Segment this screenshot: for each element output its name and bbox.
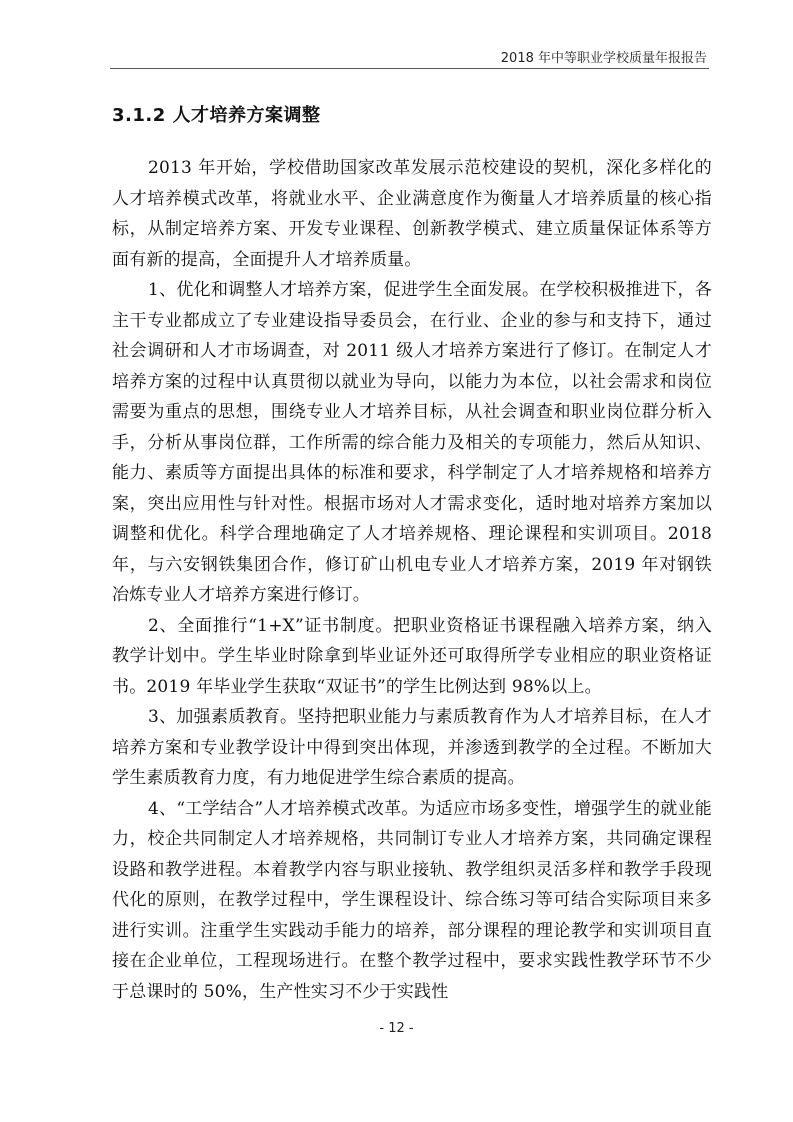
header-divider [110,68,709,69]
paragraph-item-2: 2、全面推行“1+X”证书制度。把职业资格证书课程融入培养方案，纳入教学计划中。学生毕业时除拿到毕业证外还可取得所学专业相应的职业资格证书。2019 年毕业学生获取“双证书”的学生比例达到 98%以上。 [112,615,712,697]
running-header: 2018 年中等职业学校质量年报报告 [500,51,707,66]
paragraph-item-3: 3、加强素质教育。坚持把职业能力与素质教育作为人才培养目标，在人才培养方案和专业教学设计中得到突出体现，并渗透到教学的全过程。不断加大学生素质教育力度，有力地促进学生综合素质的提高。 [112,707,712,788]
body-text [112,153,712,1007]
paragraph-item-4: 4、“工学结合”人才培养模式改革。为适应市场多变性，增强学生的就业能力，校企共同制定人才培养规格，共同制订专业人才培养方案，共同确定课程设路和教学进程。本着教学内容与职业接轨、教学组织灵活多样和教学手段现代化的原则，在教学过程中，学生课程设计、综合练习等可结合实际项目来多进行实训。注重学生实践动手能力的培养，部分课程的理论教学和实训项目直接在企业单位，工程现场进行。在整个教学过程中，要求实践性教学环节不少于总课时的 50%，生产性实习不少于实践性 [112,798,712,1002]
paragraph-intro: 2013 年开始，学校借助国家改革发展示范校建设的契机，深化多样化的人才培养模式改革，将就业水平、企业满意度作为衡量人才培养质量的核心指标，从制定培养方案、开发专业课程、创新教学模式、建立质量保证体系等方面有新的提高，全面提升人才培养质量。 [112,158,712,270]
paragraph-item-1: 1、优化和调整人才培养方案，促进学生全面发展。在学校积极推进下，各主干专业都成立了专业建设指导委员会，在行业、企业的参与和支持下，通过社会调研和人才市场调查，对 2011 级人才培养方案进行了修订。在制定人才培养方案的过程中认真贯彻以就业为导向，以能力为本位，以社会需求和岗位需要为重点的思想，围绕专业人才培养目标，从社会调查和职业岗位群分析入手，分析从事岗位群，工作所需的综合能力及相关的专项能力，然后从知识、能力、素质等方面提出具体的标准和要求，科学制定了人才培养规格和培养方案，突出应用性与针对性。根据市场对人才需求变化，适时地对培养方案加以调整和优化。科学合理地确定了人才培养规格、理论课程和实训项目。2018 年，与六安钢铁集团合作，修订矿山机电专业人才培养方案，2019 年对钢铁冶炼专业人才培养方案进行修订。 [112,280,712,605]
page-number: - 12 - [379,1021,414,1036]
section-title: 3.1.2 人才培养方案调整 [112,105,321,126]
